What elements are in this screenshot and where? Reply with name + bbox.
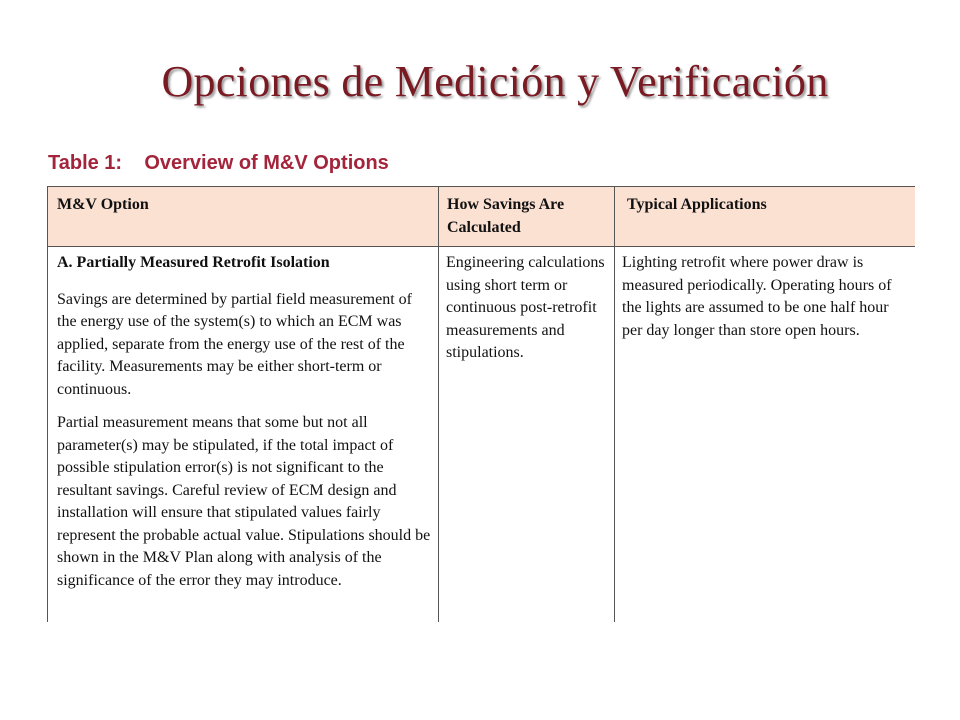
table-header-row (48, 187, 916, 247)
header-mv-option: M&V Option (48, 187, 439, 247)
option-description: Savings are determined by partial field measurement of the energy use of the system(s) to which an ECM was applied, separate from the energy use of the rest of the facility. Measurements may be either short-term or continuous. (57, 290, 412, 398)
table-caption: Table 1: Overview of M&V Options (48, 152, 389, 174)
cell-applications: Lighting retrofit where power draw is measured periodically. Operating hours of the lights are assumed to be one half hour per day longer than store open hours. (615, 247, 916, 623)
mv-options-table (47, 186, 915, 622)
cell-option (48, 247, 439, 623)
option-name: A. Partially Measured Retrofit Isolation (57, 254, 330, 271)
table-row (48, 247, 916, 623)
cell-calculation: Engineering calculations using short term or continuous post-retrofit measurements and stipulations. (439, 247, 615, 623)
mv-table (47, 186, 915, 622)
header-how-calculated: How Savings Are Calculated (439, 187, 615, 247)
slide-title: Opciones de Medición y Verificación (161, 57, 829, 106)
option-partial-measurement: Partial measurement means that some but not all parameter(s) may be stipulated, if the total impact of possible stipulation error(s) is not significant to the resultant savings. Careful review of ECM design and installation will ensure that stipulated values fairly represent the probable actual value. Stipulations should be shown in the M&V Plan along with analysis of the significance of the error they may introduce. (57, 414, 431, 589)
header-typical-applications: Typical Applications (615, 187, 916, 247)
